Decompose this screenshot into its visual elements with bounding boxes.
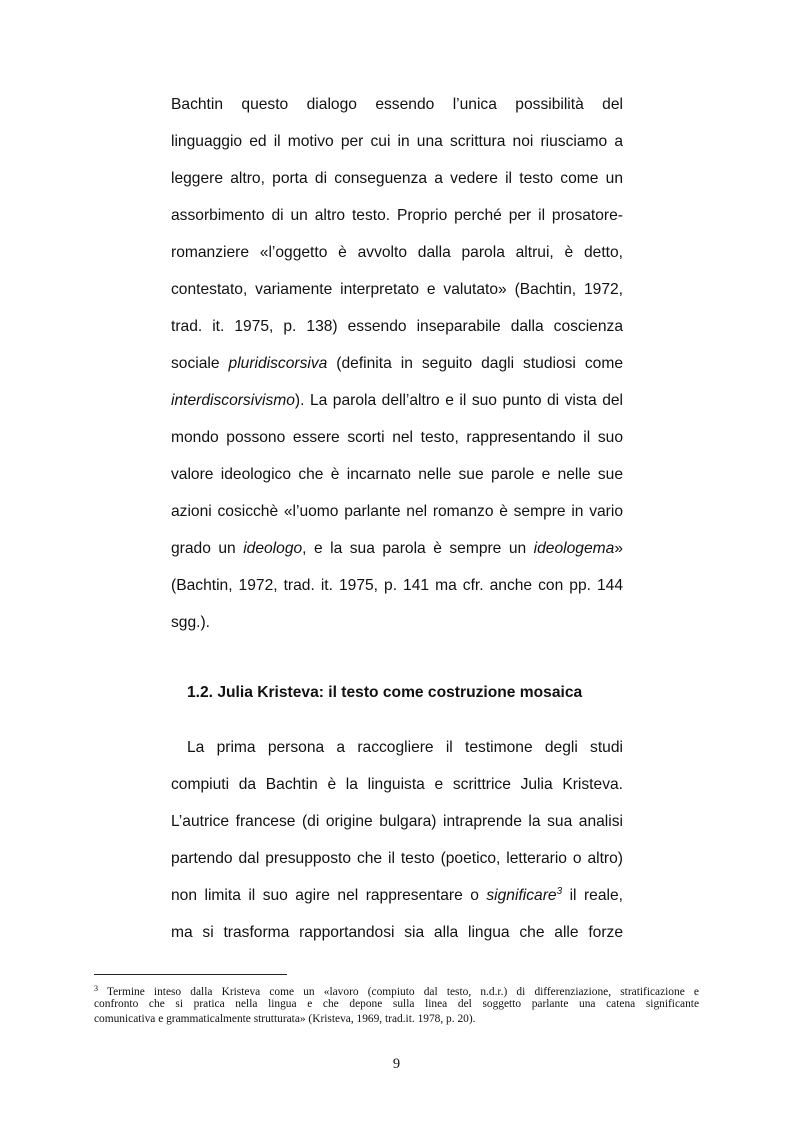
text-line: L’autrice francese (di origine bulgara) intraprende la sua analisi xyxy=(171,813,623,830)
italic-term: ideologema xyxy=(533,540,615,557)
italic-term: ideologo xyxy=(243,540,303,557)
text-line: partendo dal presupposto che il testo (poetico, letterario o altro) xyxy=(171,850,623,867)
text-line: sgg.). xyxy=(171,614,210,631)
text-line xyxy=(171,391,623,411)
text-run: ). La parola dell’altro e il suo punto di vista del xyxy=(294,392,623,409)
text-line xyxy=(171,354,623,374)
text-run: sociale xyxy=(171,355,229,372)
text-run: (definita in seguito dagli studiosi come xyxy=(327,355,623,372)
italic-term: significare xyxy=(486,887,557,904)
text-run: , e la sua parola è sempre un xyxy=(302,540,534,557)
text-line: trad. it. 1975, p. 138) essendo inseparabile dalla coscienza xyxy=(171,318,623,335)
text-line: mondo possono essere scorti nel testo, rappresentando il suo xyxy=(171,429,623,446)
text-line: La prima persona a raccogliere il testimone degli studi xyxy=(187,739,623,756)
text-line: valore ideologico che è incarnato nelle sue parole e nelle sue xyxy=(171,466,623,483)
text-run: grado un xyxy=(171,540,244,557)
text-line xyxy=(171,539,623,559)
page-number: 9 xyxy=(392,1056,401,1072)
text-line: contestato, variamente interpretato e valutato» (Bachtin, 1972, xyxy=(171,281,623,298)
footnote-reference[interactable]: 3 xyxy=(556,886,563,897)
text-line: leggere altro, porta di conseguenza a vedere il testo come un xyxy=(171,170,623,187)
text-line: ma si trasforma rapportandosi sia alla lingua che alle forze xyxy=(171,924,623,941)
text-line: azioni cosicchè «l’uomo parlante nel romanzo è sempre in vario xyxy=(171,503,623,520)
text-line: romanziere «l’oggetto è avvolto dalla parola altrui, è detto, xyxy=(171,244,623,261)
text-run: non limita il suo agire nel rappresentare o xyxy=(171,887,487,904)
italic-term: pluridiscorsiva xyxy=(228,355,328,372)
section-heading: 1.2. Julia Kristeva: il testo come costruzione mosaica xyxy=(187,684,583,701)
text-run: il reale, xyxy=(562,887,623,904)
footnote-line: confronto che si pratica nella lingua e che depone sulla linea del soggetto parlante una catena significante xyxy=(94,998,699,1010)
footnote-line: comunicativa e grammaticalmente strutturata» (Kristeva, 1969, trad.it. 1978, p. 20). xyxy=(94,1013,476,1025)
text-line: linguaggio ed il motivo per cui in una scrittura noi riusciamo a xyxy=(171,133,623,150)
text-line: compiuti da Bachtin è la linguista e scrittrice Julia Kristeva. xyxy=(171,776,623,793)
italic-term: interdiscorsivismo xyxy=(171,392,295,409)
text-run: Termine inteso dalla Kristeva come un «lavoro (compiuto dal testo, n.d.r.) di differenziazione, stratificazione e xyxy=(98,986,699,998)
text-line xyxy=(171,886,623,906)
text-line: (Bachtin, 1972, trad. it. 1975, p. 141 ma cfr. anche con pp. 144 xyxy=(171,577,623,594)
text-run: » xyxy=(614,540,623,557)
footnote-divider xyxy=(94,974,287,975)
text-line: Bachtin questo dialogo essendo l’unica possibilità del xyxy=(171,96,623,113)
text-line: assorbimento di un altro testo. Proprio perché per il prosatore- xyxy=(171,207,623,224)
footnote-marker: 3 xyxy=(94,984,98,993)
